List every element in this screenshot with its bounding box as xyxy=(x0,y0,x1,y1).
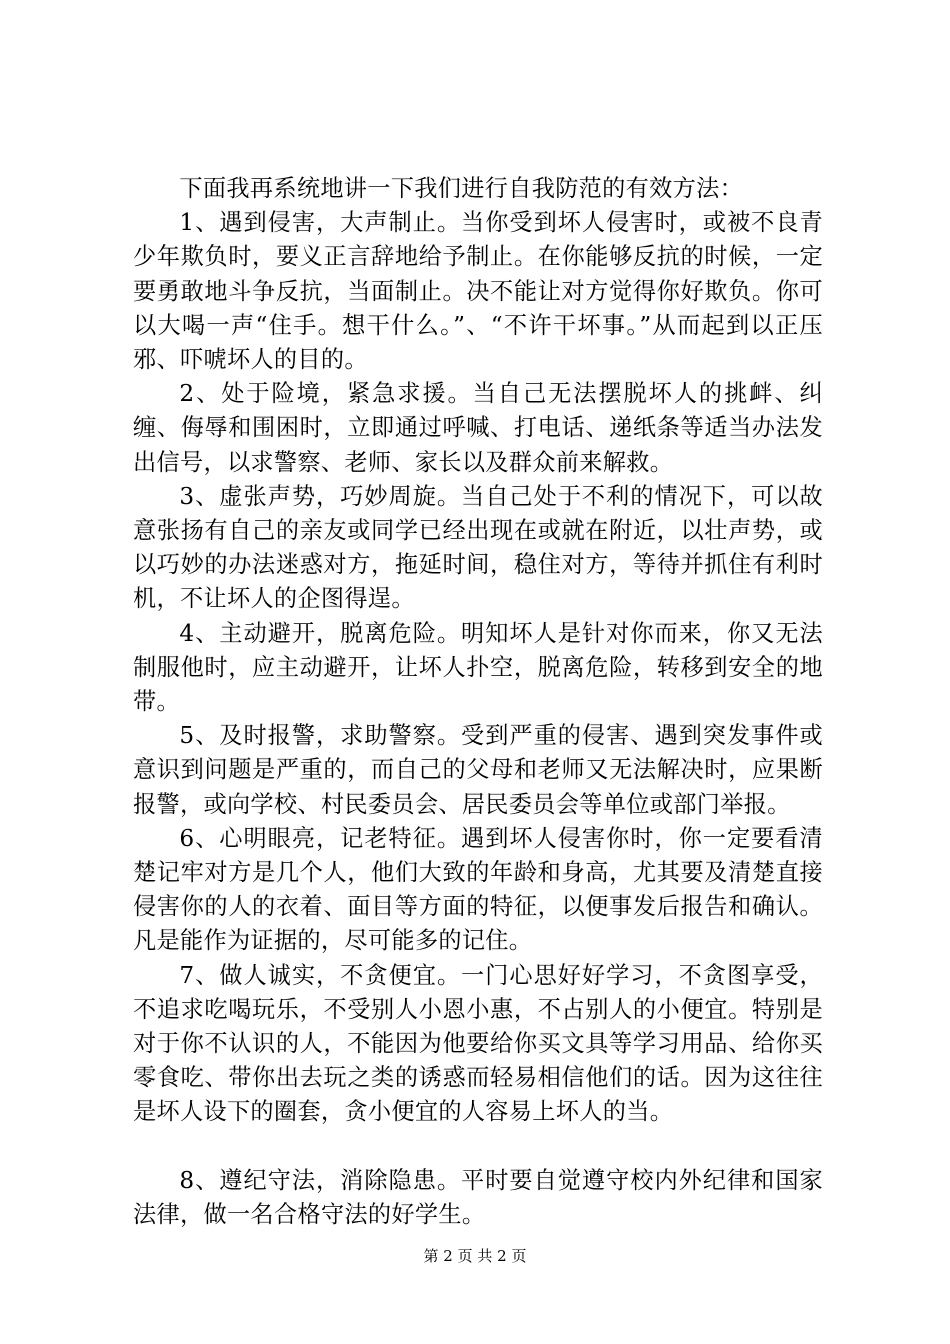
method-paragraph-8: 8、遵纪守法，消除隐患。平时要自觉遵守校内外纪律和国家法律，做一名合格守法的好学生。 xyxy=(133,1166,823,1228)
method-paragraph-4: 4、主动避开，脱离危险。明知坏人是针对你而来，你又无法制服他时，应主动避开，让坏人扑空，脱离危险，转移到安全的地带。 xyxy=(133,619,823,716)
method-paragraph-2: 2、处于险境，紧急求援。当自己无法摆脱坏人的挑衅、纠缠、侮辱和围困时，立即通过呼喊、打电话、递纸条等适当办法发出信号，以求警察、老师、家长以及群众前来解救。 xyxy=(133,380,823,476)
method-paragraph-7: 7、做人诚实，不贪便宜。一门心思好好学习，不贪图享受，不追求吃喝玩乐，不受别人小恩小惠，不占别人的小便宜。特别是对于你不认识的人，不能因为他要给你买文具等学习用品、给你买零食吃、带你出去玩之类的诱惑而轻易相信他们的话。因为这往往是坏人设下的圈套，贪小便宜的人容易上坏人的当。 xyxy=(133,961,823,1126)
document-body xyxy=(133,172,823,1232)
method-paragraph-1: 1、遇到侵害，大声制止。当你受到坏人侵害时，或被不良青少年欺负时，要义正言辞地给予制止。在你能够反抗的时候，一定要勇敢地斗争反抗，当面制止。决不能让对方觉得你好欺负。你可以大喝一声“住手。想干什么。”、“不许干坏事。”从而起到以正压邪、吓唬坏人的目的。 xyxy=(133,209,823,374)
intro-paragraph: 下面我再系统地讲一下我们进行自我防范的有效方法： xyxy=(179,175,744,202)
method-paragraph-5: 5、及时报警，求助警察。受到严重的侵害、遇到突发事件或意识到问题是严重的，而自己的父母和老师又无法解决时，应果断报警，或向学校、村民委员会、居民委员会等单位或部门举报。 xyxy=(133,722,823,818)
page-number-footer: 第 2 页 共 2 页 xyxy=(423,1247,527,1265)
method-paragraph-3: 3、虚张声势，巧妙周旋。当自己处于不利的情况下，可以故意张扬有自己的亲友或同学已经出现在或就在附近，以壮声势，或以巧妙的办法迷惑对方，拖延时间，稳住对方，等待并抓住有利时机，不让坏人的企图得逞。 xyxy=(133,482,823,613)
method-paragraph-6: 6、心明眼亮，记老特征。遇到坏人侵害你时，你一定要看清楚记牢对方是几个人，他们大致的年龄和身高，尤其要及清楚直接侵害你的人的衣着、面目等方面的特征，以便事发后报告和确认。凡是能作为证据的，尽可能多的记住。 xyxy=(133,824,823,955)
